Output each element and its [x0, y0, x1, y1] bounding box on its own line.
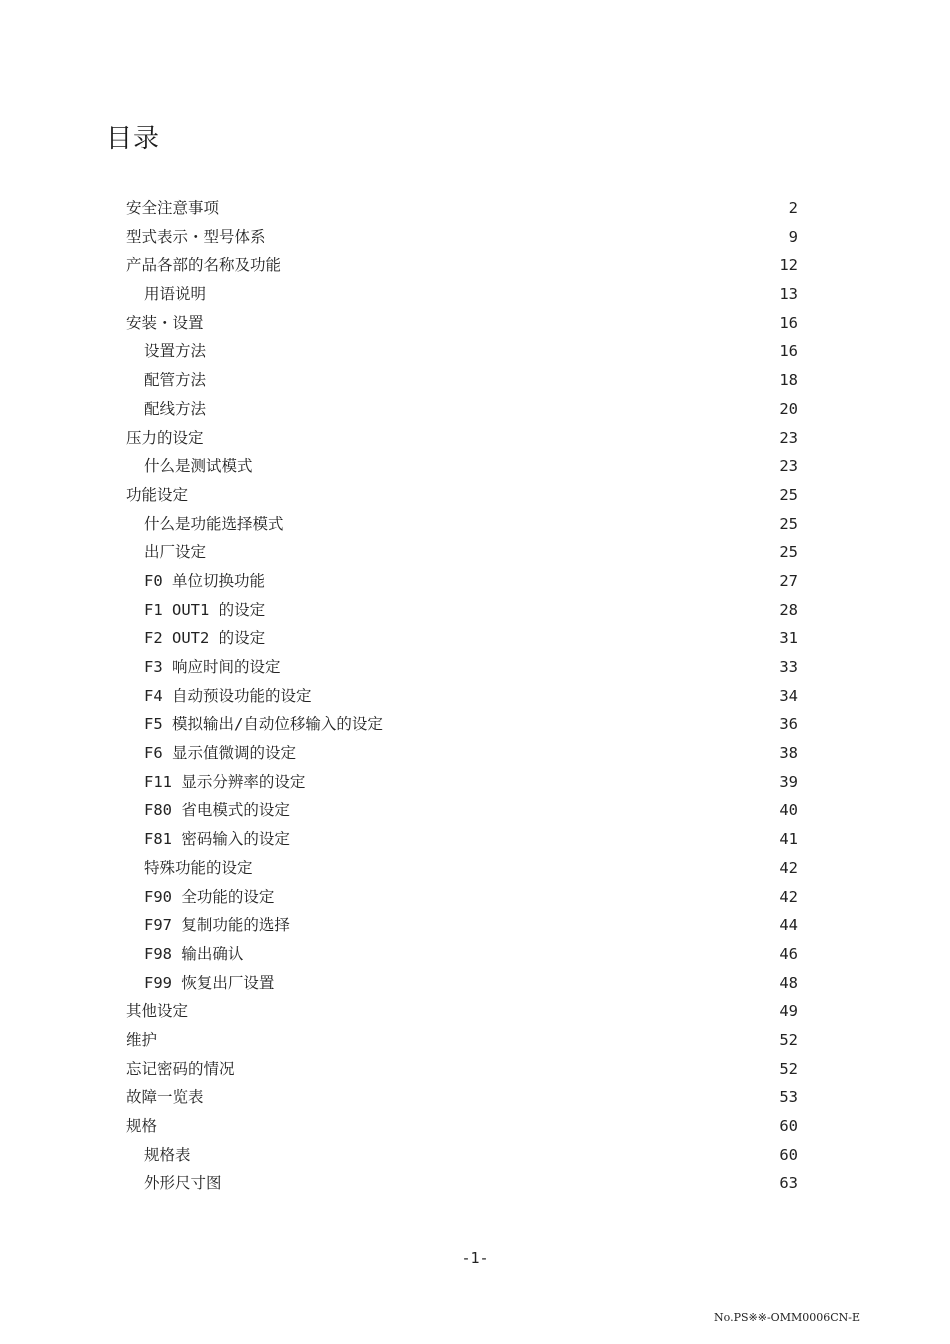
toc-entry-page: 48	[779, 973, 798, 992]
toc-entry-page: 20	[779, 399, 798, 418]
toc-entry[interactable]	[126, 452, 798, 481]
toc-entry-label: F90 全功能的设定	[144, 887, 275, 906]
toc-entry-label: 用语说明	[144, 285, 207, 304]
toc-entry[interactable]	[126, 538, 798, 567]
toc-entry-page: 42	[779, 858, 798, 877]
toc-entry[interactable]	[126, 768, 798, 797]
toc-entry[interactable]	[126, 710, 798, 739]
toc-entry[interactable]	[126, 1026, 798, 1055]
toc-entry-page: 39	[779, 772, 798, 791]
toc-entry[interactable]	[126, 1169, 798, 1198]
toc-entry-label: 出厂设定	[144, 543, 207, 562]
toc-entry[interactable]	[126, 653, 798, 682]
document-code: No.PS※※-OMM0006CN-E	[714, 1311, 860, 1324]
toc-entry-label: F98 输出确认	[144, 944, 244, 963]
toc-entry-page: 60	[779, 1145, 798, 1164]
toc-entry-page: 31	[779, 629, 798, 648]
toc-entry-page: 25	[779, 485, 798, 504]
toc-entry-page: 49	[779, 1002, 798, 1021]
toc-entry-label: F2 OUT2 的设定	[144, 629, 266, 648]
toc-entry-page: 52	[779, 1030, 798, 1049]
toc-entry-page: 63	[779, 1174, 798, 1193]
toc-entry-label: 特殊功能的设定	[144, 858, 253, 877]
toc-entry[interactable]	[126, 424, 798, 453]
toc-entry[interactable]	[126, 883, 798, 912]
toc-entry[interactable]	[126, 567, 798, 596]
toc-entry-page: 23	[779, 428, 798, 447]
toc-entry-page: 27	[779, 571, 798, 590]
toc-entry[interactable]	[126, 1055, 798, 1084]
toc-entry-label: 配管方法	[144, 371, 207, 390]
toc-entry[interactable]	[126, 481, 798, 510]
toc-entry[interactable]	[126, 1112, 798, 1141]
toc-entry-label: 型式表示・型号体系	[126, 227, 266, 246]
toc-entry-label: F97 复制功能的选择	[144, 916, 290, 935]
toc-entry-page: 41	[779, 830, 798, 849]
toc-entry-page: 34	[779, 686, 798, 705]
toc-entry-label: 设置方法	[144, 342, 207, 361]
toc-entry[interactable]	[126, 337, 798, 366]
toc-entry[interactable]	[126, 796, 798, 825]
toc-entry[interactable]	[126, 510, 798, 539]
toc-entry-label: 什么是功能选择模式	[144, 514, 284, 533]
toc-entry-page: 2	[788, 199, 798, 217]
toc-entry-page: 16	[779, 313, 798, 332]
toc-entry[interactable]	[126, 1141, 798, 1170]
toc-entry-page: 9	[788, 227, 798, 246]
toc-entry-label: 什么是测试模式	[144, 457, 253, 476]
toc-entry-label: 安装・设置	[126, 313, 204, 332]
toc-entry-page: 18	[779, 371, 798, 390]
toc-entry[interactable]	[126, 624, 798, 653]
toc-entry-label: 产品各部的名称及功能	[126, 256, 282, 275]
toc-entry[interactable]	[126, 969, 798, 998]
toc-entry[interactable]	[126, 280, 798, 309]
toc-entry-page: 23	[779, 457, 798, 476]
toc-entry-label: 规格	[126, 1117, 158, 1135]
toc-entry-page: 42	[779, 887, 798, 906]
toc-entry-page: 52	[779, 1059, 798, 1078]
toc-entry-page: 40	[779, 801, 798, 820]
toc-entry-page: 60	[779, 1117, 798, 1135]
toc-entry[interactable]	[126, 825, 798, 854]
toc-entry-label: 维护	[126, 1030, 158, 1049]
toc-entry[interactable]	[126, 1083, 798, 1112]
toc-entry-label: 其他设定	[126, 1002, 189, 1021]
toc-entry[interactable]	[126, 596, 798, 625]
page-number: -1-	[461, 1249, 489, 1267]
toc-entry-page: 46	[779, 944, 798, 963]
toc-entry-label: F0 单位切换功能	[144, 571, 265, 590]
toc-entry[interactable]	[126, 194, 798, 223]
toc-entry[interactable]	[126, 854, 798, 883]
toc-entry-page: 25	[779, 514, 798, 533]
toc-entry-label: F80 省电模式的设定	[144, 801, 290, 820]
toc-entry-label: 安全注意事项	[126, 199, 220, 217]
toc-entry-label: 压力的设定	[126, 428, 204, 447]
toc-entry-label: F81 密码输入的设定	[144, 830, 290, 849]
toc-entry-label: F99 恢复出厂设置	[144, 973, 275, 992]
toc-entry-page: 16	[779, 342, 798, 361]
toc-entry[interactable]	[126, 682, 798, 711]
table-of-contents	[126, 194, 798, 1198]
toc-entry[interactable]	[126, 366, 798, 395]
toc-entry-page: 25	[779, 543, 798, 562]
toc-entry-page: 33	[779, 658, 798, 676]
toc-entry[interactable]	[126, 309, 798, 338]
toc-entry-page: 28	[779, 600, 798, 619]
toc-entry-page: 36	[779, 715, 798, 734]
toc-entry-label: 功能设定	[126, 485, 189, 504]
page-title: 目录	[106, 124, 161, 154]
toc-entry[interactable]	[126, 940, 798, 969]
toc-entry-label: F5 模拟输出/自动位移输入的设定	[144, 715, 383, 734]
toc-entry-label: F6 显示值微调的设定	[144, 744, 296, 763]
toc-entry[interactable]	[126, 251, 798, 280]
toc-entry-label: F1 OUT1 的设定	[144, 600, 266, 619]
toc-entry-label: 规格表	[144, 1145, 191, 1164]
toc-entry-page: 53	[779, 1088, 798, 1107]
toc-entry-label: F11 显示分辨率的设定	[144, 772, 306, 791]
toc-entry-label: 忘记密码的情况	[126, 1059, 235, 1078]
toc-entry-label: 配线方法	[144, 399, 207, 418]
toc-entry[interactable]	[126, 997, 798, 1026]
toc-entry-page: 38	[779, 744, 798, 763]
toc-entry[interactable]	[126, 223, 798, 252]
toc-entry[interactable]	[126, 739, 798, 768]
toc-entry[interactable]	[126, 395, 798, 424]
toc-entry-label: F3 响应时间的设定	[144, 658, 281, 676]
toc-entry[interactable]	[126, 911, 798, 940]
toc-entry-page: 13	[779, 285, 798, 304]
toc-entry-label: F4 自动预设功能的设定	[144, 686, 312, 705]
toc-entry-label: 故障一览表	[126, 1088, 204, 1107]
toc-entry-label: 外形尺寸图	[144, 1174, 222, 1193]
toc-entry-page: 44	[779, 916, 798, 935]
toc-entry-page: 12	[779, 256, 798, 275]
